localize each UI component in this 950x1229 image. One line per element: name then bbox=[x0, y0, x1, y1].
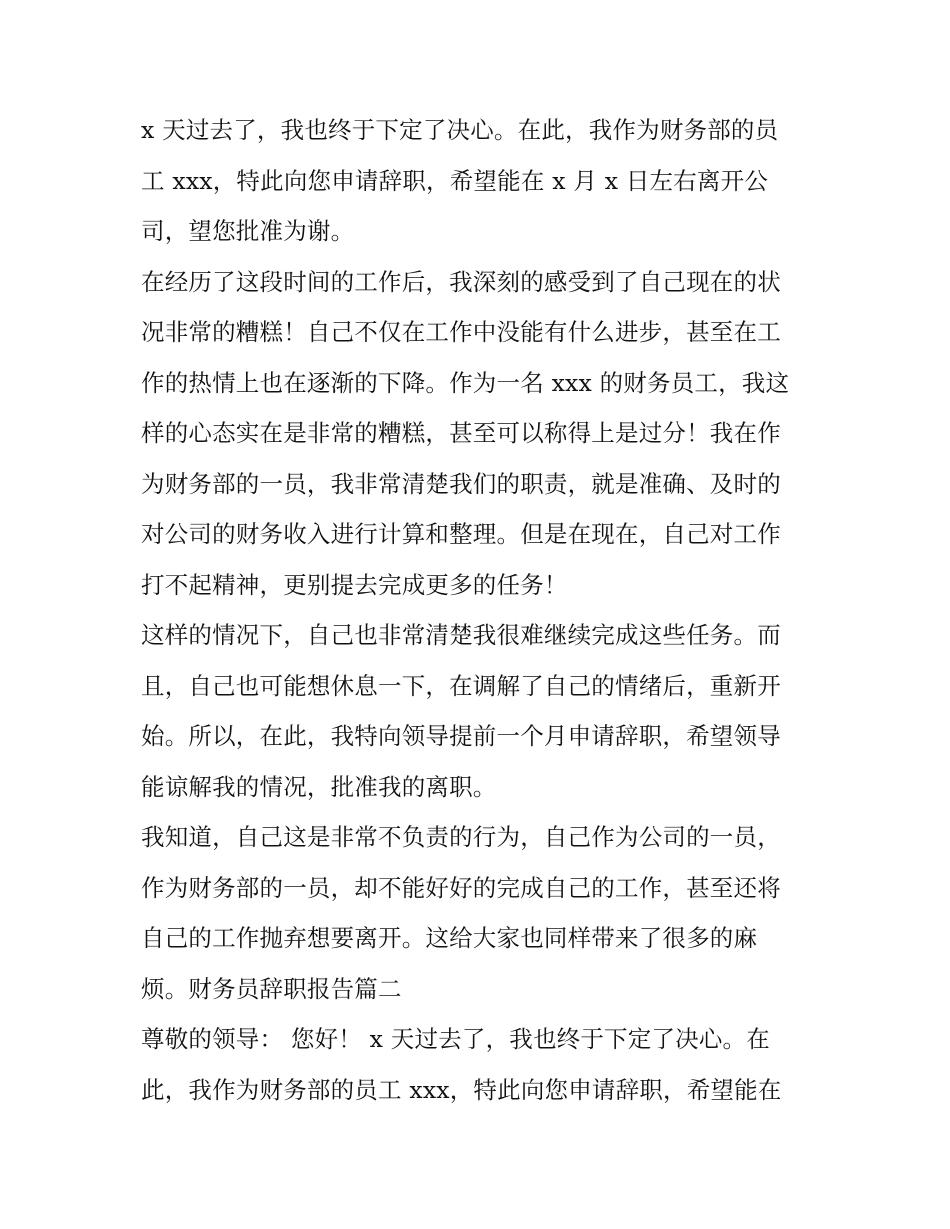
text-line: 作的热情上也在逐渐的下降。作为一名 xxx 的财务员工，我这 bbox=[141, 368, 790, 397]
text-line: 打不起精神，更别提去完成更多的任务！ bbox=[141, 570, 568, 599]
text-line: x 天过去了，我也终于下定了决心。在此，我作为财务部的员 bbox=[141, 116, 779, 144]
text-line: 样的心态实在是非常的糟糕，甚至可以称得上是过分！我在作 bbox=[141, 419, 781, 447]
text-line: 为财务部的一员，我非常清楚我们的职责，就是准确、及时的 bbox=[141, 469, 781, 498]
text-line: 尊敬的领导： 您好！ x 天过去了，我也终于下定了决心。在 bbox=[141, 1025, 770, 1053]
text-line: 自己的工作抛弃想要离开。这给大家也同样带来了很多的麻 bbox=[141, 924, 758, 952]
text-line: 烦。财务员辞职报告篇二 bbox=[141, 974, 402, 1003]
text-line: 况非常的糟糕！自己不仅在工作中没能有什么进步，甚至在工 bbox=[141, 318, 781, 346]
text-line: 这样的情况下，自己也非常清楚我很难继续完成这些任务。而 bbox=[141, 621, 781, 649]
text-line: 始。所以，在此，我特向领导提前一个月申请辞职，希望领导 bbox=[141, 722, 781, 750]
text-line: 对公司的财务收入进行计算和整理。但是在现在，自己对工作 bbox=[141, 520, 781, 548]
text-line: 工 xxx，特此向您申请辞职，希望能在 x 月 x 日左右离开公 bbox=[141, 166, 769, 195]
text-line: 作为财务部的一员，却不能好好的完成自己的工作，甚至还将 bbox=[141, 873, 781, 902]
text-line: 能谅解我的情况，批准我的离职。 bbox=[141, 772, 497, 801]
text-line: 在经历了这段时间的工作后，我深刻的感受到了自己现在的状 bbox=[141, 267, 781, 296]
text-line: 司，望您批准为谢。 bbox=[141, 217, 355, 245]
text-line: 我知道，自己这是非常不负责的行为，自己作为公司的一员， bbox=[141, 823, 781, 851]
document-body bbox=[141, 105, 816, 1115]
text-line: 此，我作为财务部的员工 xxx，特此向您申请辞职，希望能在 bbox=[141, 1075, 782, 1104]
text-line: 且，自己也可能想休息一下，在调解了自己的情绪后，重新开 bbox=[141, 671, 781, 700]
